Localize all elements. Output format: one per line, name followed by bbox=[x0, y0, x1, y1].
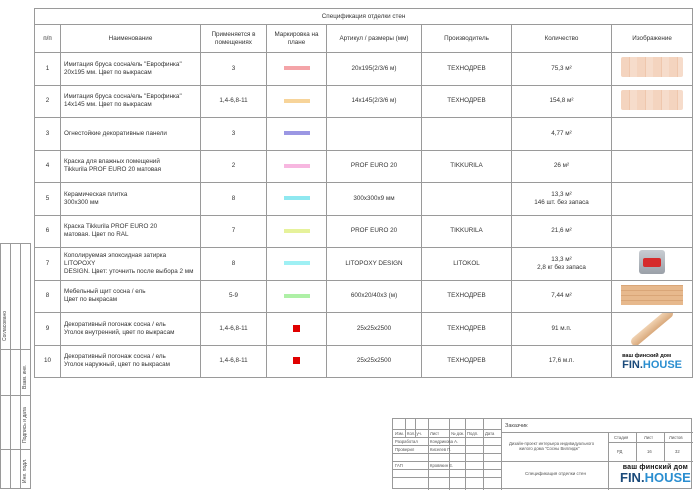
mini-logo-fin: FIN. bbox=[622, 358, 643, 371]
tb-sheets-label: Листов bbox=[669, 435, 683, 440]
side-line bbox=[30, 243, 31, 489]
cell-applied: 5-9 bbox=[201, 280, 267, 313]
logo-fin: FIN. bbox=[620, 470, 645, 485]
finhouse-logo bbox=[620, 464, 691, 484]
qty-line1: 154,8 м² bbox=[549, 97, 574, 105]
qty-line1: 26 м² bbox=[553, 162, 570, 170]
cell-qty bbox=[512, 313, 612, 346]
cell-article bbox=[327, 118, 422, 151]
cell-applied: 1,4-6,8-11 bbox=[201, 85, 267, 118]
name-line2: DESIGN. Цвет: уточнить после выбора 2 мм bbox=[64, 267, 194, 275]
cell-num: 9 bbox=[35, 313, 61, 346]
tb-sheets-value: 32 bbox=[675, 449, 680, 454]
cell-maker: ТЕХНОДРЕВ bbox=[422, 85, 512, 118]
cell-image bbox=[612, 248, 693, 281]
stamp-agreed: Согласовано bbox=[2, 310, 8, 341]
cell-marking bbox=[267, 150, 327, 183]
cell-num: 1 bbox=[35, 53, 61, 86]
cell-num: 10 bbox=[35, 345, 61, 378]
cell-marking bbox=[267, 53, 327, 86]
logo-house: HOUSE bbox=[644, 470, 691, 485]
qty-line1: 21,6 м² bbox=[551, 227, 572, 235]
cell-article: 600х20/40х3 (м) bbox=[327, 280, 422, 313]
side-stamp bbox=[0, 243, 30, 489]
side-line bbox=[0, 243, 30, 244]
tb-col-izm: Изм. bbox=[395, 431, 404, 436]
name-line1: Имитация бруса сосна/ель "Еврофинка" bbox=[64, 60, 182, 68]
cell-name bbox=[61, 313, 201, 346]
cell-name bbox=[61, 280, 201, 313]
tb-sheet-value: 16 bbox=[647, 449, 652, 454]
cell-num: 8 bbox=[35, 280, 61, 313]
marking-swatch bbox=[284, 294, 310, 298]
tb-gap-name: Кровякин Е. bbox=[430, 463, 454, 468]
cell-applied: 8 bbox=[201, 248, 267, 281]
table-row bbox=[35, 280, 693, 313]
cell-applied: 3 bbox=[201, 53, 267, 86]
wood-panel-image bbox=[621, 57, 683, 77]
cell-article: 300х300х9 мм bbox=[327, 183, 422, 216]
table-row bbox=[35, 85, 693, 118]
grout-tub-image bbox=[639, 250, 665, 274]
qty-line1: 4,77 м² bbox=[551, 129, 572, 137]
name-line2: 14х145 мм. Цвет по выкрасам bbox=[64, 101, 152, 109]
name-line2: Цвет по выкрасам bbox=[64, 296, 118, 304]
tb-sheet-title: Спецификация отделки стен bbox=[525, 471, 586, 476]
side-line bbox=[0, 488, 30, 489]
tb-col-doc: № док. bbox=[451, 431, 465, 436]
cell-maker: ТЕХНОДРЕВ bbox=[422, 313, 512, 346]
cell-applied: 1,4-6,8-11 bbox=[201, 345, 267, 378]
tb-sheet-label: Лист bbox=[644, 435, 654, 440]
cell-marking bbox=[267, 183, 327, 216]
cell-name bbox=[61, 183, 201, 216]
table-row bbox=[35, 248, 693, 281]
cell-article: 14х145(2/3/6 м) bbox=[327, 85, 422, 118]
furniture-board-image bbox=[621, 285, 683, 305]
cell-num: 2 bbox=[35, 85, 61, 118]
logo-tagline: ваш финский дом bbox=[622, 464, 689, 471]
cell-marking bbox=[267, 313, 327, 346]
name-line2: Уголок наружный, цвет по выкрасам bbox=[64, 361, 170, 369]
tb-project-line2: жилого дома "Сосны Виллидж" bbox=[519, 446, 580, 451]
cell-qty bbox=[512, 53, 612, 86]
qty-line2: 146 шт. без запаса bbox=[534, 198, 589, 206]
tb-gap-label: ГАП bbox=[395, 463, 403, 468]
cell-maker: TIKKURILA bbox=[422, 215, 512, 248]
marking-square bbox=[293, 357, 300, 364]
name-line2: Уголок внутренний, цвет по выкрасам bbox=[64, 328, 175, 336]
cell-article: 25х25х2500 bbox=[327, 345, 422, 378]
marking-swatch bbox=[284, 229, 310, 233]
cell-qty bbox=[512, 85, 612, 118]
cell-name bbox=[61, 248, 201, 281]
header-image: Изображение bbox=[612, 25, 693, 53]
marking-swatch bbox=[284, 164, 310, 168]
table-title: Спецификация отделки стен bbox=[35, 9, 693, 25]
header-qty: Количество bbox=[512, 25, 612, 53]
tb-project-line1: Дизайн-проект интерьера индивидуального bbox=[509, 441, 595, 446]
qty-line1: 17,6 м.п. bbox=[548, 357, 575, 365]
cell-qty bbox=[512, 345, 612, 378]
cell-article: PROF EURO 20 bbox=[327, 150, 422, 183]
cell-marking bbox=[267, 85, 327, 118]
cell-article: 20х195(2/3/6 м) bbox=[327, 53, 422, 86]
header-name: Наименование bbox=[61, 25, 201, 53]
logo-wordmark bbox=[620, 471, 691, 484]
tb-stage-label: Стадия bbox=[614, 435, 629, 440]
header-article: Артикул / размеры (мм) bbox=[327, 25, 422, 53]
table-row bbox=[35, 345, 693, 378]
table-row bbox=[35, 150, 693, 183]
cell-maker: ТЕХНОДРЕВ bbox=[422, 53, 512, 86]
marking-swatch bbox=[284, 261, 310, 265]
name-line1: Декоративный погонаж сосна / ель bbox=[64, 353, 166, 361]
tb-developed-label: Разработал bbox=[395, 439, 418, 444]
cell-applied: 8 bbox=[201, 183, 267, 216]
cell-marking bbox=[267, 118, 327, 151]
table-row bbox=[35, 53, 693, 86]
cell-maker: TIKKURILA bbox=[422, 150, 512, 183]
marking-swatch bbox=[284, 99, 310, 103]
cell-num: 6 bbox=[35, 215, 61, 248]
marking-swatch bbox=[284, 66, 310, 70]
moulding-image bbox=[629, 313, 675, 346]
cell-num: 3 bbox=[35, 118, 61, 151]
cell-name bbox=[61, 85, 201, 118]
cell-maker: ТЕХНОДРЕВ bbox=[422, 345, 512, 378]
name-line1: Имитация бруса сосна/ель "Еврофинка" bbox=[64, 93, 182, 101]
finhouse-mini-logo bbox=[622, 352, 682, 371]
stamp-replace-inv: Взам. инв. bbox=[22, 364, 28, 389]
marking-swatch bbox=[284, 196, 310, 200]
side-line bbox=[0, 243, 1, 489]
tb-col-sign: Подп. bbox=[467, 431, 479, 436]
cell-marking bbox=[267, 215, 327, 248]
qty-line1: 13,3 м² bbox=[551, 190, 572, 198]
cell-image bbox=[612, 150, 693, 183]
cell-name bbox=[61, 53, 201, 86]
cell-article: PROF EURO 20 bbox=[327, 215, 422, 248]
header-marking: Маркировка на плане bbox=[267, 25, 327, 53]
marking-square bbox=[293, 325, 300, 332]
name-line1: Керамическая плитка bbox=[64, 190, 128, 198]
side-line bbox=[10, 243, 11, 489]
name-line2: Tikkurila PROF EURO 20 матовая bbox=[64, 166, 162, 174]
tb-developed-name: Кондрикова А. bbox=[430, 439, 459, 444]
cell-maker bbox=[422, 118, 512, 151]
name-line1: Огнестойкие декоративные панели bbox=[64, 129, 167, 137]
name-line1: Краска Tikkurila PROF EURO 20 bbox=[64, 223, 158, 231]
cell-marking bbox=[267, 280, 327, 313]
cell-name bbox=[61, 215, 201, 248]
cell-qty bbox=[512, 215, 612, 248]
cell-article: LITOPOXY DESIGN bbox=[327, 248, 422, 281]
cell-qty bbox=[512, 248, 612, 281]
table-row bbox=[35, 215, 693, 248]
mini-logo-tagline: ваш финский дом bbox=[622, 352, 672, 359]
cell-image bbox=[612, 345, 693, 378]
cell-name bbox=[61, 118, 201, 151]
tb-customer: Заказчик bbox=[505, 423, 528, 429]
qty-line1: 7,44 м² bbox=[551, 292, 572, 300]
table-row bbox=[35, 183, 693, 216]
cell-name bbox=[61, 345, 201, 378]
cell-name bbox=[61, 150, 201, 183]
cell-article: 25х25х2500 bbox=[327, 313, 422, 346]
cell-marking bbox=[267, 345, 327, 378]
side-line bbox=[0, 449, 30, 450]
side-line bbox=[0, 349, 30, 350]
cell-applied: 1,4-6,8-11 bbox=[201, 313, 267, 346]
side-line bbox=[0, 395, 30, 396]
cell-image bbox=[612, 118, 693, 151]
qty-line1: 75,3 м² bbox=[551, 64, 572, 72]
cell-image bbox=[612, 85, 693, 118]
qty-line1: 13,3 м² bbox=[551, 255, 572, 263]
marking-swatch bbox=[284, 131, 310, 135]
name-line2: матовая. Цвет по RAL bbox=[64, 231, 129, 239]
cell-maker bbox=[422, 183, 512, 216]
cell-qty bbox=[512, 183, 612, 216]
stamp-inv-original: Инв. подл. bbox=[22, 458, 28, 483]
cell-applied: 3 bbox=[201, 118, 267, 151]
mini-logo-wordmark bbox=[622, 360, 682, 371]
cell-image bbox=[612, 183, 693, 216]
tb-col-date: Дата bbox=[485, 431, 495, 436]
cell-image bbox=[612, 313, 693, 346]
cell-marking bbox=[267, 248, 327, 281]
cell-image bbox=[612, 53, 693, 86]
name-line1: Кополируемая эпоксидная затирка LITOPOXY bbox=[64, 251, 167, 267]
name-line2: 20х195 мм. Цвет по выкрасам bbox=[64, 68, 152, 76]
wood-panel-image bbox=[621, 90, 683, 110]
header-num: п/п bbox=[35, 25, 61, 53]
qty-line1: 91 м.п. bbox=[551, 324, 572, 332]
header-maker: Производитель bbox=[422, 25, 512, 53]
cell-image bbox=[612, 280, 693, 313]
name-line1: Мебельный щит сосна / ель bbox=[64, 288, 146, 296]
qty-line2: 2,8 кг без запаса bbox=[537, 263, 586, 271]
cell-applied: 2 bbox=[201, 150, 267, 183]
mini-logo-house: HOUSE bbox=[642, 358, 682, 371]
cell-qty bbox=[512, 118, 612, 151]
name-line2: 300х300 мм bbox=[64, 198, 99, 206]
cell-applied: 7 bbox=[201, 215, 267, 248]
cell-num: 4 bbox=[35, 150, 61, 183]
cell-num: 7 bbox=[35, 248, 61, 281]
tb-checked-name: Киселев П. bbox=[430, 447, 452, 452]
name-line1: Декоративный погонаж сосна / ель bbox=[64, 320, 166, 328]
name-line1: Краска для влажных помещений bbox=[64, 158, 160, 166]
wall-finish-spec-table bbox=[34, 8, 693, 378]
tb-col-list: Лист bbox=[430, 431, 440, 436]
side-line bbox=[20, 243, 21, 489]
stamp-sign-date: Подпись и дата bbox=[22, 407, 28, 443]
table-row bbox=[35, 118, 693, 151]
header-applied: Применяется в помещениях bbox=[201, 25, 267, 53]
header-row bbox=[35, 25, 693, 53]
cell-maker: ТЕХНОДРЕВ bbox=[422, 280, 512, 313]
tb-checked-label: Проверил bbox=[395, 447, 415, 452]
cell-num: 5 bbox=[35, 183, 61, 216]
cell-maker: LITOKOL bbox=[422, 248, 512, 281]
tb-stage-value: РД bbox=[617, 449, 623, 454]
cell-qty bbox=[512, 280, 612, 313]
tb-col-kol: Кол. уч. bbox=[407, 431, 422, 436]
cell-image bbox=[612, 215, 693, 248]
cell-qty bbox=[512, 150, 612, 183]
table-row bbox=[35, 313, 693, 346]
